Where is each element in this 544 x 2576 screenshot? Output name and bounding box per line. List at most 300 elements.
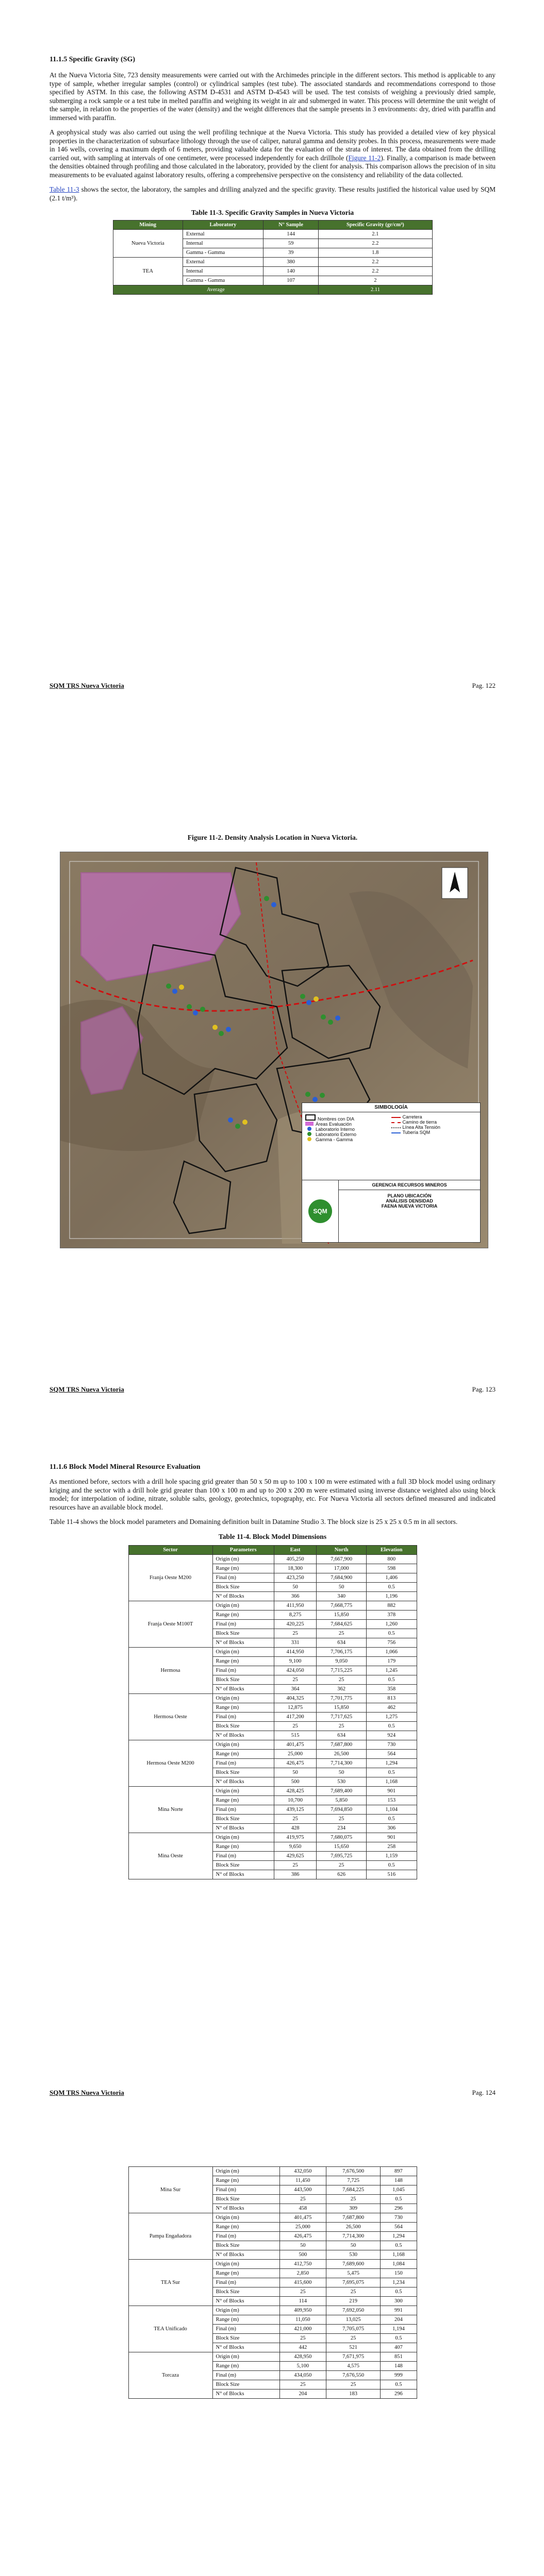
table-cell: 17,000 bbox=[317, 1564, 367, 1573]
table-cell: N° of Blocks bbox=[212, 1870, 274, 1879]
table-cell: 340 bbox=[317, 1591, 367, 1601]
table-cell: Range (m) bbox=[212, 1703, 274, 1712]
table-row bbox=[128, 2306, 417, 2315]
table-cell: 1,168 bbox=[366, 1777, 417, 1786]
sqm-logo: SQM bbox=[302, 1180, 339, 1242]
table-cell: Origin (m) bbox=[212, 2167, 279, 2176]
table-cell: Range (m) bbox=[212, 1656, 274, 1666]
table-cell: 25,000 bbox=[274, 1749, 317, 1758]
table-cell: 15,850 bbox=[317, 1703, 367, 1712]
table-cell: 50 bbox=[279, 2241, 326, 2250]
table-cell: 25 bbox=[326, 2195, 380, 2204]
table-cell: Final (m) bbox=[212, 1805, 274, 1814]
table-cell: Range (m) bbox=[212, 1564, 274, 1573]
table-cell: 419,975 bbox=[274, 1833, 317, 1842]
table-cell: 26,500 bbox=[326, 2223, 380, 2232]
table-row bbox=[128, 1833, 417, 1842]
table-cell: 150 bbox=[381, 2269, 417, 2278]
col-header: Sector bbox=[128, 1545, 212, 1554]
specific-gravity-table bbox=[113, 220, 433, 295]
table-cell: 882 bbox=[366, 1601, 417, 1610]
table-cell: 25 bbox=[317, 1721, 367, 1731]
table-cell: 7,687,800 bbox=[317, 1740, 367, 1749]
table-cell: 7,705,075 bbox=[326, 2325, 380, 2334]
table-cell: 179 bbox=[366, 1656, 417, 1666]
table-cell: 366 bbox=[274, 1591, 317, 1601]
table-cell: 25 bbox=[326, 2287, 380, 2297]
table-cell: Internal bbox=[183, 239, 263, 248]
paragraph-text: shows the sector, the laboratory, the samples and drilling analyzed and the specific gravity. These results justified the historical value used by SQM (2.1 t/m³). bbox=[50, 185, 496, 202]
table-cell: 458 bbox=[279, 2204, 326, 2213]
table-cell: 0.5 bbox=[366, 1675, 417, 1684]
section-heading: 11.1.5 Specific Gravity (SG) bbox=[50, 56, 136, 63]
sector-cell: Pampa Engañadora bbox=[128, 2213, 212, 2260]
paragraph: Table 11-4 shows the block model parameters and Domaining definition built in Datamine Studio 3. The block size is 25 x 25 x 0.5 m in all sectors. bbox=[50, 1518, 458, 1526]
table-cell: N° of Blocks bbox=[212, 1591, 274, 1601]
table-cell: Origin (m) bbox=[212, 2306, 279, 2315]
table-cell: N° of Blocks bbox=[212, 1731, 274, 1740]
table-cell: 15,650 bbox=[317, 1842, 367, 1851]
table-cell: 25 bbox=[279, 2380, 326, 2389]
table-cell: 800 bbox=[366, 1554, 417, 1564]
page-122 bbox=[0, 0, 544, 703]
legend-item: Laboratorio Interno bbox=[305, 1127, 391, 1132]
legend-item: Camino de tierra bbox=[391, 1120, 477, 1125]
table-cell: 148 bbox=[381, 2362, 417, 2371]
table-cell: 1,168 bbox=[381, 2250, 417, 2260]
title-block-line: FAENA NUEVA VICTORIA bbox=[381, 1204, 438, 1209]
table-caption: Table 11-3. Specific Gravity Samples in Nueva Victoria bbox=[191, 209, 354, 216]
block-model-table-continued bbox=[128, 2166, 417, 2399]
table-cell: 25 bbox=[274, 1860, 317, 1870]
table-cell: 25 bbox=[326, 2380, 380, 2389]
col-header: Parameters bbox=[212, 1545, 274, 1554]
table-cell: 439,125 bbox=[274, 1805, 317, 1814]
table-cell: 296 bbox=[381, 2389, 417, 2399]
table-cell: 39 bbox=[263, 248, 318, 258]
table-cell: Block Size bbox=[212, 2287, 279, 2297]
sector-cell: Hermosa bbox=[128, 1647, 212, 1693]
table-cell: 405,250 bbox=[274, 1554, 317, 1564]
table-cell: N° of Blocks bbox=[212, 2389, 279, 2399]
table-cell: 1,260 bbox=[366, 1619, 417, 1629]
paragraph: At the Nueva Victoria Site, 723 density measurements were carried out with the Archimedes principle in the different sectors. This method is applicable to any type of sample, whether irregular samples (control) or cylindrical samples (test tube). The associated standards and recommendations correspond to those specified by ASTM. In this case, the following ASTM D-4531 and ASTM D-4543 will be used. The test consists of weighing a previously dried sample, submerging a rock sample or a test tube in melted paraffin and weighing its weight in air and submerged in water. This process will determine the unit weight of the sample, in relation to the properties of the water (density) and the weight differences that the sample presents in 3 environments: dry, dried with paraffin and immersed with paraffin. bbox=[50, 71, 496, 122]
title-block-line: ANÁLISIS DENSIDAD bbox=[386, 1198, 433, 1204]
table-cell: 300 bbox=[381, 2297, 417, 2306]
table-cell: Origin (m) bbox=[212, 2213, 279, 2223]
table-cell: 409,950 bbox=[279, 2306, 326, 2315]
table-cell: Final (m) bbox=[212, 2278, 279, 2287]
table-cell: Block Size bbox=[212, 1582, 274, 1591]
table-cell: 421,000 bbox=[279, 2325, 326, 2334]
page-124 bbox=[0, 1406, 544, 2110]
block-model-table bbox=[128, 1545, 417, 1879]
table-cell: 0.5 bbox=[366, 1860, 417, 1870]
section-heading: 11.1.6 Block Model Mineral Resource Evaluation bbox=[50, 1463, 201, 1471]
table-cell: 7,701,775 bbox=[317, 1693, 367, 1703]
table-cell: 7,687,800 bbox=[326, 2213, 380, 2223]
table-cell: 730 bbox=[381, 2213, 417, 2223]
table-cell: 415,600 bbox=[279, 2278, 326, 2287]
table-cell: 428 bbox=[274, 1823, 317, 1833]
table-cell: 10,700 bbox=[274, 1795, 317, 1805]
table-cell: N° of Blocks bbox=[212, 2204, 279, 2213]
table-cell: 25 bbox=[274, 1721, 317, 1731]
table-cell: 730 bbox=[366, 1740, 417, 1749]
table-cell: 7,680,075 bbox=[317, 1833, 367, 1842]
table-cell: 107 bbox=[263, 276, 318, 285]
table-cell: 401,475 bbox=[279, 2213, 326, 2223]
table-cell: 7,695,075 bbox=[326, 2278, 380, 2287]
table-cell: 442 bbox=[279, 2343, 326, 2352]
table-cell: 426,475 bbox=[274, 1758, 317, 1768]
table-cell: 50 bbox=[326, 2241, 380, 2250]
table-cell: Block Size bbox=[212, 1629, 274, 1638]
table-cell: 12,875 bbox=[274, 1703, 317, 1712]
table-cell: 7,715,225 bbox=[317, 1666, 367, 1675]
table-cell: Origin (m) bbox=[212, 1601, 274, 1610]
footer-title: SQM TRS Nueva Victoria bbox=[50, 2089, 124, 2096]
table-cell: 1,294 bbox=[381, 2232, 417, 2241]
table-cell: Final (m) bbox=[212, 1573, 274, 1582]
table-cell: Origin (m) bbox=[212, 1833, 274, 1842]
table-cell: 432,050 bbox=[279, 2167, 326, 2176]
table-cell: 2 bbox=[319, 276, 432, 285]
table-cell: 426,475 bbox=[279, 2232, 326, 2241]
table-cell: 386 bbox=[274, 1870, 317, 1879]
table-cell: 7,676,500 bbox=[326, 2167, 380, 2176]
table-cell: 15,850 bbox=[317, 1610, 367, 1619]
table-cell: 18,300 bbox=[274, 1564, 317, 1573]
table-cell: Origin (m) bbox=[212, 1693, 274, 1703]
table-cell: 378 bbox=[366, 1610, 417, 1619]
table-cell: N° of Blocks bbox=[212, 2297, 279, 2306]
table-cell: 25 bbox=[317, 1675, 367, 1684]
table-cell: Block Size bbox=[212, 2241, 279, 2250]
table-cell: Final (m) bbox=[212, 2185, 279, 2195]
table-cell: 7,676,550 bbox=[326, 2371, 380, 2380]
table-cell: Gamma - Gamma bbox=[183, 276, 263, 285]
table-cell: 429,625 bbox=[274, 1851, 317, 1860]
paragraph bbox=[50, 128, 496, 179]
footer-title: SQM TRS Nueva Victoria bbox=[50, 1385, 124, 1393]
table-cell: 26,500 bbox=[317, 1749, 367, 1758]
table-cell: 500 bbox=[274, 1777, 317, 1786]
mining-cell: TEA bbox=[113, 258, 183, 285]
table-cell: N° of Blocks bbox=[212, 1777, 274, 1786]
table-row bbox=[128, 2167, 417, 2176]
table-cell: Range (m) bbox=[212, 2269, 279, 2278]
table-cell: 434,050 bbox=[279, 2371, 326, 2380]
table-cell: 358 bbox=[366, 1684, 417, 1693]
table-cell: Range (m) bbox=[212, 2362, 279, 2371]
table-cell: 50 bbox=[274, 1768, 317, 1777]
col-header: Laboratory bbox=[183, 221, 263, 230]
table-cell: 364 bbox=[274, 1684, 317, 1693]
table-row bbox=[128, 1601, 417, 1610]
table-cell: 0.5 bbox=[366, 1814, 417, 1823]
table-cell: 414,950 bbox=[274, 1647, 317, 1656]
table-cell: 0.5 bbox=[366, 1768, 417, 1777]
table-cell: 140 bbox=[263, 267, 318, 276]
table-cell: 1,406 bbox=[366, 1573, 417, 1582]
table-cell: 1,159 bbox=[366, 1851, 417, 1860]
table-cell: 204 bbox=[381, 2315, 417, 2325]
table-cell: 7,717,625 bbox=[317, 1712, 367, 1721]
sector-cell: Hermosa Oeste M200 bbox=[128, 1740, 212, 1786]
table-cell: 1,196 bbox=[366, 1591, 417, 1601]
table-cell: 9,050 bbox=[317, 1656, 367, 1666]
table-cell: 634 bbox=[317, 1638, 367, 1647]
table-cell: 521 bbox=[326, 2343, 380, 2352]
table-cell: Range (m) bbox=[212, 1842, 274, 1851]
table-row bbox=[128, 1647, 417, 1656]
table-cell: 0.5 bbox=[366, 1582, 417, 1591]
table-cell: Range (m) bbox=[212, 1795, 274, 1805]
table-cell: 1,084 bbox=[381, 2260, 417, 2269]
col-header: Specific Gravity (gr/cm³) bbox=[319, 221, 432, 230]
sector-cell: Mina Norte bbox=[128, 1786, 212, 1833]
footer-title: SQM TRS Nueva Victoria bbox=[50, 682, 124, 689]
paragraph-text: ). Finally, a comparison is made between the densities obtained through profiling and those calculated in the laboratory, provided by the client for analysis. This comparison allows the precision of in situ measurements to be evaluated against laboratory results, offering a comprehensive perspective on the consistency and reliability of the data collected. bbox=[50, 154, 496, 179]
table-cell: N° of Blocks bbox=[212, 1638, 274, 1647]
sector-cell: TEA Sur bbox=[128, 2260, 212, 2306]
table-cell: 7,684,900 bbox=[317, 1573, 367, 1582]
table-cell: Block Size bbox=[212, 1721, 274, 1731]
legend-item: Tubería SQM bbox=[391, 1130, 477, 1135]
map-legend bbox=[302, 1103, 481, 1243]
table-cell: Final (m) bbox=[212, 1758, 274, 1768]
table-cell: 2.2 bbox=[319, 267, 432, 276]
table-cell: Final (m) bbox=[212, 2232, 279, 2241]
paragraph bbox=[50, 185, 496, 202]
table-cell: 0.5 bbox=[381, 2195, 417, 2204]
table-cell: 5,100 bbox=[279, 2362, 326, 2371]
figure-caption: Figure 11-2. Density Analysis Location in Nueva Victoria. bbox=[187, 834, 358, 841]
table-cell: 515 bbox=[274, 1731, 317, 1740]
table-cell: 25 bbox=[274, 1675, 317, 1684]
page-124-body bbox=[50, 1463, 496, 1879]
table-cell: 331 bbox=[274, 1638, 317, 1647]
sector-cell: Franja Oeste M200 bbox=[128, 1554, 212, 1601]
table-cell: 462 bbox=[366, 1703, 417, 1712]
title-block bbox=[302, 1180, 480, 1242]
col-header: Elevation bbox=[366, 1545, 417, 1554]
col-header: N° Sample bbox=[263, 221, 318, 230]
table-cell: 0.5 bbox=[381, 2380, 417, 2389]
table-cell: 1.8 bbox=[319, 248, 432, 258]
page-footer bbox=[50, 2089, 496, 2097]
col-header: Mining bbox=[113, 221, 183, 230]
table-row bbox=[128, 2260, 417, 2269]
table-cell: 7,671,975 bbox=[326, 2352, 380, 2362]
page-123 bbox=[0, 703, 544, 1406]
table-cell: 7,689,400 bbox=[317, 1786, 367, 1795]
table-cell: 5,850 bbox=[317, 1795, 367, 1805]
table-cell: Block Size bbox=[212, 1814, 274, 1823]
table-cell: 25 bbox=[274, 1629, 317, 1638]
table-cell: Origin (m) bbox=[212, 1786, 274, 1795]
table-cell: 0.5 bbox=[381, 2334, 417, 2343]
table-cell: 2.2 bbox=[319, 258, 432, 267]
page-number: Pag. 124 bbox=[472, 2089, 496, 2096]
figure-link[interactable]: Figure 11-2 bbox=[348, 154, 381, 162]
average-label: Average bbox=[113, 285, 319, 295]
table-cell: External bbox=[183, 258, 263, 267]
table-cell: 626 bbox=[317, 1870, 367, 1879]
table-cell: 530 bbox=[326, 2250, 380, 2260]
table-cell: 11,050 bbox=[279, 2315, 326, 2325]
table-cell: 813 bbox=[366, 1693, 417, 1703]
table-cell: Final (m) bbox=[212, 2325, 279, 2334]
table-cell: 1,275 bbox=[366, 1712, 417, 1721]
average-value: 2.11 bbox=[319, 285, 432, 295]
title-block-line: GERENCIA RECURSOS MINEROS bbox=[339, 1180, 480, 1190]
table-cell: 500 bbox=[279, 2250, 326, 2260]
page-122-body bbox=[50, 56, 496, 295]
mining-cell: Nueva Victoria bbox=[113, 230, 183, 258]
sector-cell: Mina Sur bbox=[128, 2167, 212, 2213]
table-cell: 2,850 bbox=[279, 2269, 326, 2278]
table-cell: 183 bbox=[326, 2389, 380, 2399]
table-cell: Range (m) bbox=[212, 2223, 279, 2232]
page-footer bbox=[50, 682, 496, 690]
table-cell: 50 bbox=[274, 1582, 317, 1591]
table-caption: Table 11-4. Block Model Dimensions bbox=[218, 1532, 327, 1540]
table-cell: 11,450 bbox=[279, 2176, 326, 2185]
table-cell: Final (m) bbox=[212, 1666, 274, 1675]
table-row bbox=[113, 230, 432, 239]
table-cell: 7,714,300 bbox=[317, 1758, 367, 1768]
table-cell: Origin (m) bbox=[212, 2260, 279, 2269]
table-cell: 0.5 bbox=[381, 2287, 417, 2297]
table-cell: 25 bbox=[317, 1814, 367, 1823]
table-row bbox=[128, 1740, 417, 1749]
table-cell: 756 bbox=[366, 1638, 417, 1647]
table-cell: Block Size bbox=[212, 2334, 279, 2343]
legend-entries bbox=[302, 1112, 480, 1144]
legend-item: Nombres con DIA bbox=[305, 1114, 391, 1122]
table-cell: 428,950 bbox=[279, 2352, 326, 2362]
table-cell: External bbox=[183, 230, 263, 239]
table-header-row bbox=[113, 221, 432, 230]
table-cell: 1,245 bbox=[366, 1666, 417, 1675]
table-cell: 443,500 bbox=[279, 2185, 326, 2195]
table-cell: 634 bbox=[317, 1731, 367, 1740]
table-cell: 924 bbox=[366, 1731, 417, 1740]
table-cell: 901 bbox=[366, 1833, 417, 1842]
table-cell: 1,045 bbox=[381, 2185, 417, 2195]
table-cell: 991 bbox=[381, 2306, 417, 2315]
table-link[interactable]: Table 11-3 bbox=[50, 185, 79, 193]
table-cell: Final (m) bbox=[212, 1712, 274, 1721]
table-cell: 1,234 bbox=[381, 2278, 417, 2287]
table-cell: Origin (m) bbox=[212, 1647, 274, 1656]
table-cell: 564 bbox=[366, 1749, 417, 1758]
table-cell: 1,066 bbox=[366, 1647, 417, 1656]
table-cell: 5,475 bbox=[326, 2269, 380, 2278]
legend-item: Laboratorio Externo bbox=[305, 1132, 391, 1137]
table-row bbox=[113, 258, 432, 267]
table-cell: 7,684,625 bbox=[317, 1619, 367, 1629]
table-cell: 9,100 bbox=[274, 1656, 317, 1666]
legend-item: Línea Alta Tensión bbox=[391, 1125, 477, 1130]
table-cell: N° of Blocks bbox=[212, 1684, 274, 1693]
table-cell: Origin (m) bbox=[212, 1554, 274, 1564]
table-cell: 7,689,600 bbox=[326, 2260, 380, 2269]
table-cell: 144 bbox=[263, 230, 318, 239]
table-cell: 309 bbox=[326, 2204, 380, 2213]
table-cell: 423,250 bbox=[274, 1573, 317, 1582]
table-cell: Block Size bbox=[212, 2195, 279, 2204]
table-cell: 7,725 bbox=[326, 2176, 380, 2185]
table-cell: 897 bbox=[381, 2167, 417, 2176]
table-row bbox=[128, 1554, 417, 1564]
table-cell: 7,706,175 bbox=[317, 1647, 367, 1656]
table-cell: 7,668,775 bbox=[317, 1601, 367, 1610]
table-cell: 901 bbox=[366, 1786, 417, 1795]
table-cell: 204 bbox=[279, 2389, 326, 2399]
table-cell: Block Size bbox=[212, 2380, 279, 2389]
north-arrow bbox=[442, 868, 468, 899]
table-cell: 234 bbox=[317, 1823, 367, 1833]
table-cell: 411,950 bbox=[274, 1601, 317, 1610]
table-cell: Block Size bbox=[212, 1768, 274, 1777]
table-cell: 530 bbox=[317, 1777, 367, 1786]
sector-cell: Torcaza bbox=[128, 2352, 212, 2399]
table-cell: 258 bbox=[366, 1842, 417, 1851]
page-number: Pag. 123 bbox=[472, 1385, 496, 1393]
table-row bbox=[128, 1693, 417, 1703]
table-cell: 25 bbox=[317, 1860, 367, 1870]
title-block-line: PLANO UBICACIÓN bbox=[387, 1193, 432, 1198]
density-location-map bbox=[60, 852, 488, 1248]
table-cell: 219 bbox=[326, 2297, 380, 2306]
table-cell: Range (m) bbox=[212, 2176, 279, 2185]
table-cell: 420,225 bbox=[274, 1619, 317, 1629]
table-cell: 851 bbox=[381, 2352, 417, 2362]
sector-cell: Hermosa Oeste bbox=[128, 1693, 212, 1740]
table-cell: 1,104 bbox=[366, 1805, 417, 1814]
table-cell: 25 bbox=[279, 2287, 326, 2297]
table-cell: 7,694,850 bbox=[317, 1805, 367, 1814]
average-row bbox=[113, 285, 432, 295]
table-cell: 412,750 bbox=[279, 2260, 326, 2269]
table-cell: 7,714,300 bbox=[326, 2232, 380, 2241]
table-cell: N° of Blocks bbox=[212, 2343, 279, 2352]
table-cell: 0.5 bbox=[381, 2241, 417, 2250]
table-cell: 59 bbox=[263, 239, 318, 248]
table-cell: 7,695,725 bbox=[317, 1851, 367, 1860]
table-cell: 25 bbox=[279, 2334, 326, 2343]
table-cell: Range (m) bbox=[212, 2315, 279, 2325]
table-cell: Origin (m) bbox=[212, 2352, 279, 2362]
legend-item: Áreas Evaluación bbox=[305, 1122, 391, 1127]
table-cell: 8,275 bbox=[274, 1610, 317, 1619]
table-cell: 404,325 bbox=[274, 1693, 317, 1703]
table-cell: 428,425 bbox=[274, 1786, 317, 1795]
paragraph-text: A geophysical study was also carried out using the well profiling technique at the Nueva Victoria. This study has provided a detailed view of key physical properties in the characterization of subsurface lithology through the use of caliper, natural gamma and density probes. In this process, measurements were made in 146 wells, covering a maximum depth of 6 meters, providing valuable data for the evaluation of the strata of interest. The data obtained from the drilling carried out, with sampling at intervals of one centimeter, were processed independently for each drillhole ( bbox=[50, 128, 496, 162]
sector-cell: Mina Oeste bbox=[128, 1833, 212, 1879]
table-row bbox=[128, 2352, 417, 2362]
table-cell: 25 bbox=[317, 1629, 367, 1638]
table-cell: 148 bbox=[381, 2176, 417, 2185]
table-cell: 4,575 bbox=[326, 2362, 380, 2371]
table-cell: 7,667,900 bbox=[317, 1554, 367, 1564]
table-cell: 13,025 bbox=[326, 2315, 380, 2325]
table-cell: 401,475 bbox=[274, 1740, 317, 1749]
table-cell: 50 bbox=[317, 1582, 367, 1591]
